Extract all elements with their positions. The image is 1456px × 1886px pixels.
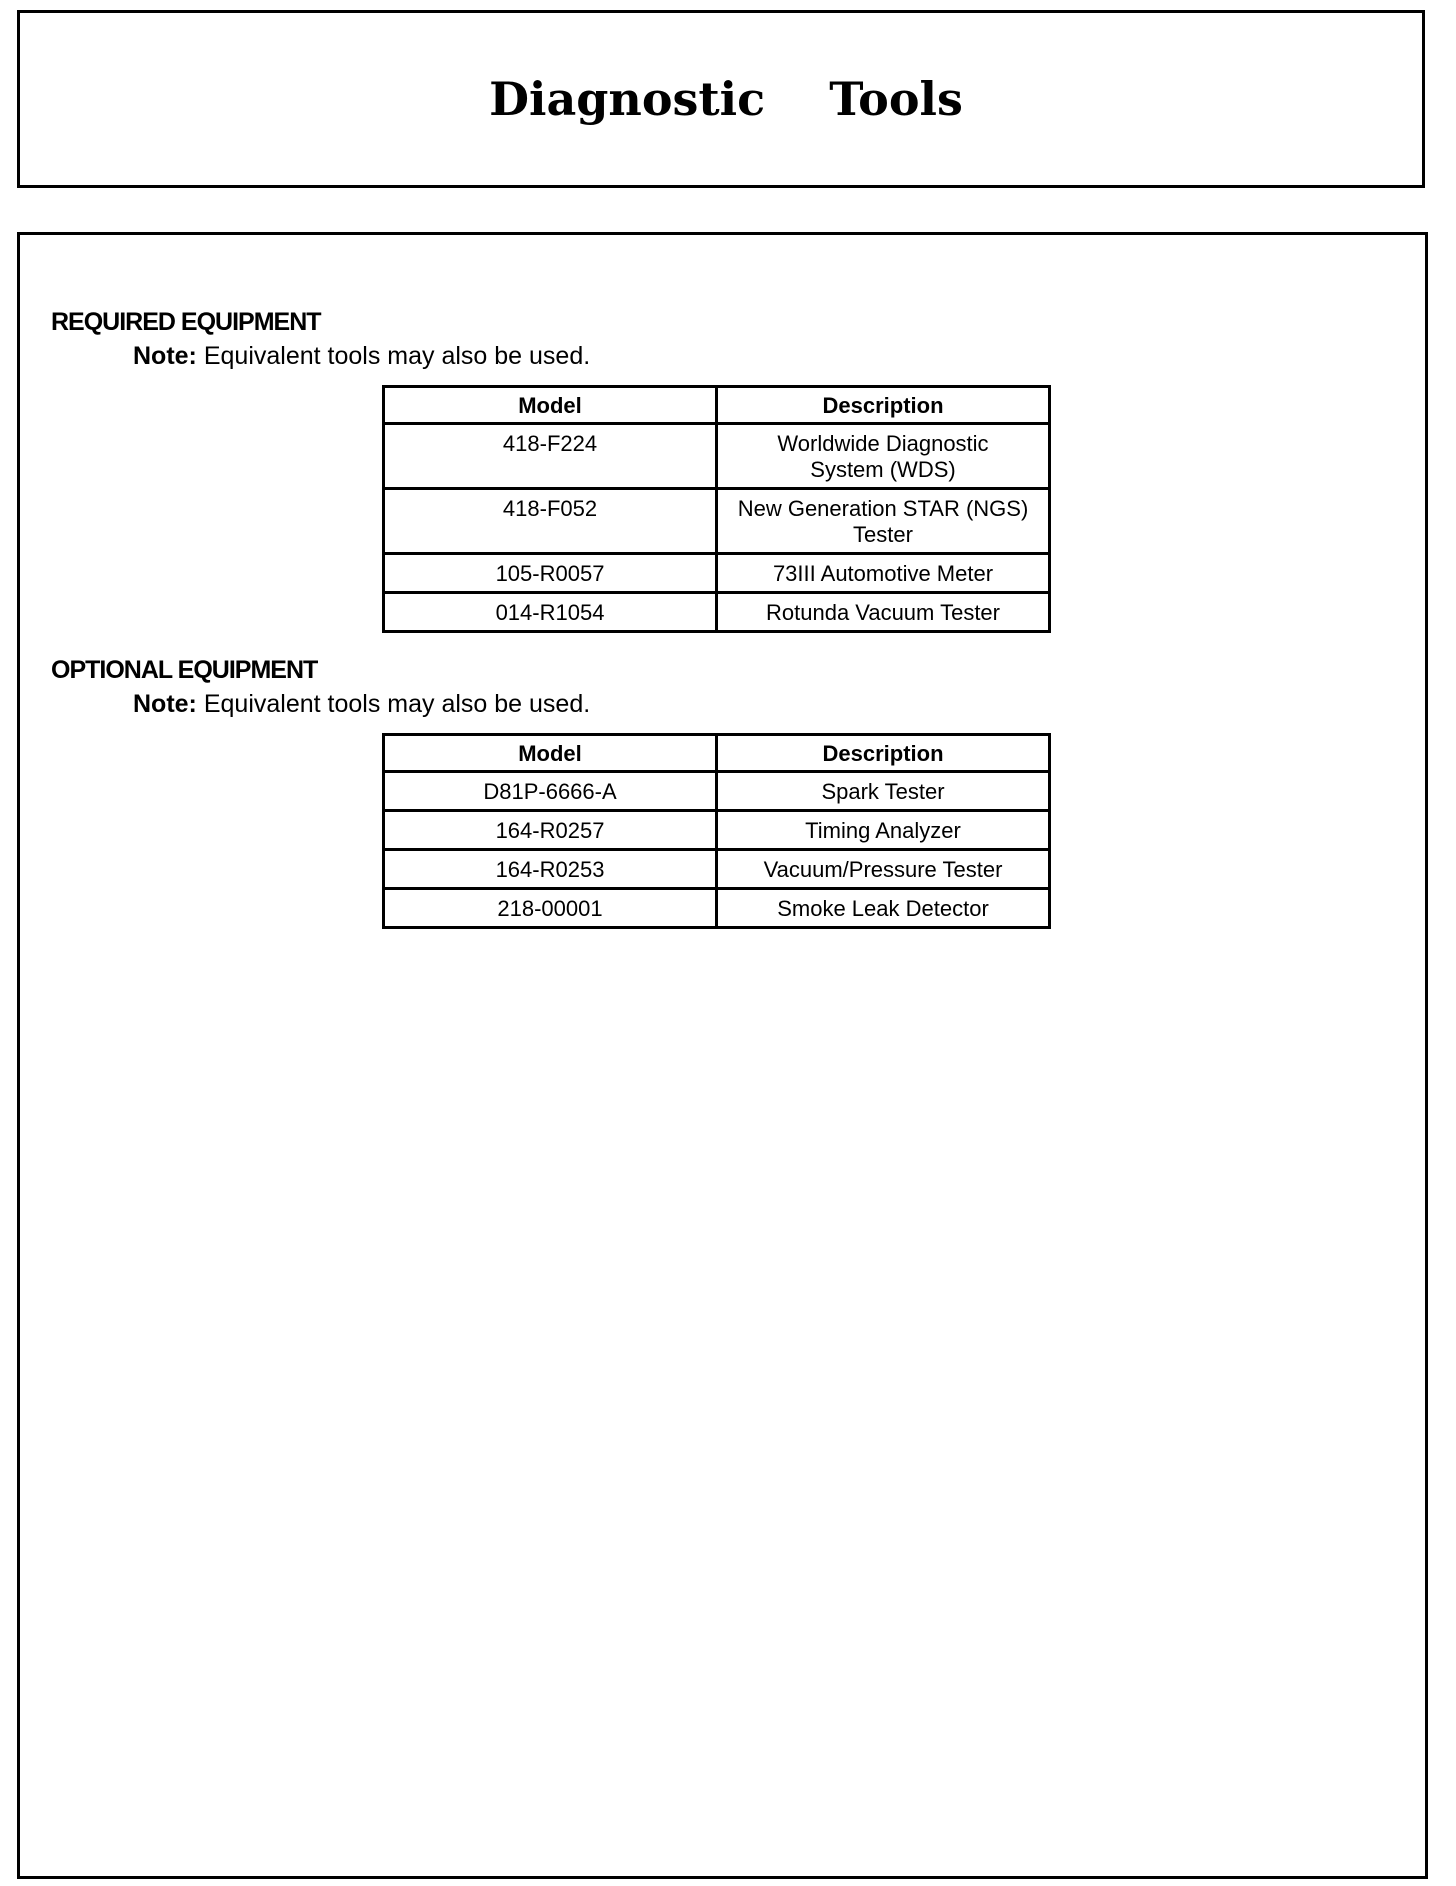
optional-note-label: Note: <box>133 690 197 718</box>
model-cell: 105-R0057 <box>384 554 717 593</box>
column-header-description: Description <box>717 735 1050 772</box>
description-line: Tester <box>853 522 913 547</box>
description-cell: 73III Automotive Meter <box>717 554 1050 593</box>
table-row <box>384 811 1050 850</box>
required-note <box>133 341 590 371</box>
table-row <box>384 489 1050 554</box>
description-cell <box>717 424 1050 489</box>
description-line: System (WDS) <box>810 457 956 482</box>
table-row <box>384 850 1050 889</box>
optional-note <box>133 689 590 719</box>
page-title: Diagnostic Tools <box>489 72 963 126</box>
table-header-row <box>384 387 1050 424</box>
optional-note-text: Equivalent tools may also be used. <box>196 690 591 718</box>
description-cell: Rotunda Vacuum Tester <box>717 593 1050 632</box>
description-cell: Spark Tester <box>717 772 1050 811</box>
table-row <box>384 554 1050 593</box>
model-cell: 164-R0257 <box>384 811 717 850</box>
table-row <box>384 424 1050 489</box>
description-cell: Timing Analyzer <box>717 811 1050 850</box>
title-box <box>17 10 1425 188</box>
required-equipment-heading: REQUIRED EQUIPMENT <box>51 308 321 336</box>
description-line: Worldwide Diagnostic <box>777 431 989 456</box>
table-row <box>384 772 1050 811</box>
required-equipment-table <box>382 385 1051 633</box>
description-cell: Vacuum/Pressure Tester <box>717 850 1050 889</box>
model-cell: 164-R0253 <box>384 850 717 889</box>
model-cell: 218-00001 <box>384 889 717 928</box>
description-cell <box>717 489 1050 554</box>
column-header-model: Model <box>384 387 717 424</box>
table-row <box>384 889 1050 928</box>
description-line: New Generation STAR (NGS) <box>737 496 1029 521</box>
required-note-label: Note: <box>133 342 197 370</box>
optional-equipment-heading: OPTIONAL EQUIPMENT <box>51 656 318 684</box>
model-cell: 014-R1054 <box>384 593 717 632</box>
content-box <box>17 232 1428 1879</box>
table-header-row <box>384 735 1050 772</box>
optional-equipment-table <box>382 733 1051 929</box>
model-cell: D81P-6666-A <box>384 772 717 811</box>
column-header-description: Description <box>717 387 1050 424</box>
model-cell: 418-F052 <box>384 489 717 554</box>
model-cell: 418-F224 <box>384 424 717 489</box>
description-cell: Smoke Leak Detector <box>717 889 1050 928</box>
column-header-model: Model <box>384 735 717 772</box>
required-note-text: Equivalent tools may also be used. <box>196 342 591 370</box>
table-row <box>384 593 1050 632</box>
